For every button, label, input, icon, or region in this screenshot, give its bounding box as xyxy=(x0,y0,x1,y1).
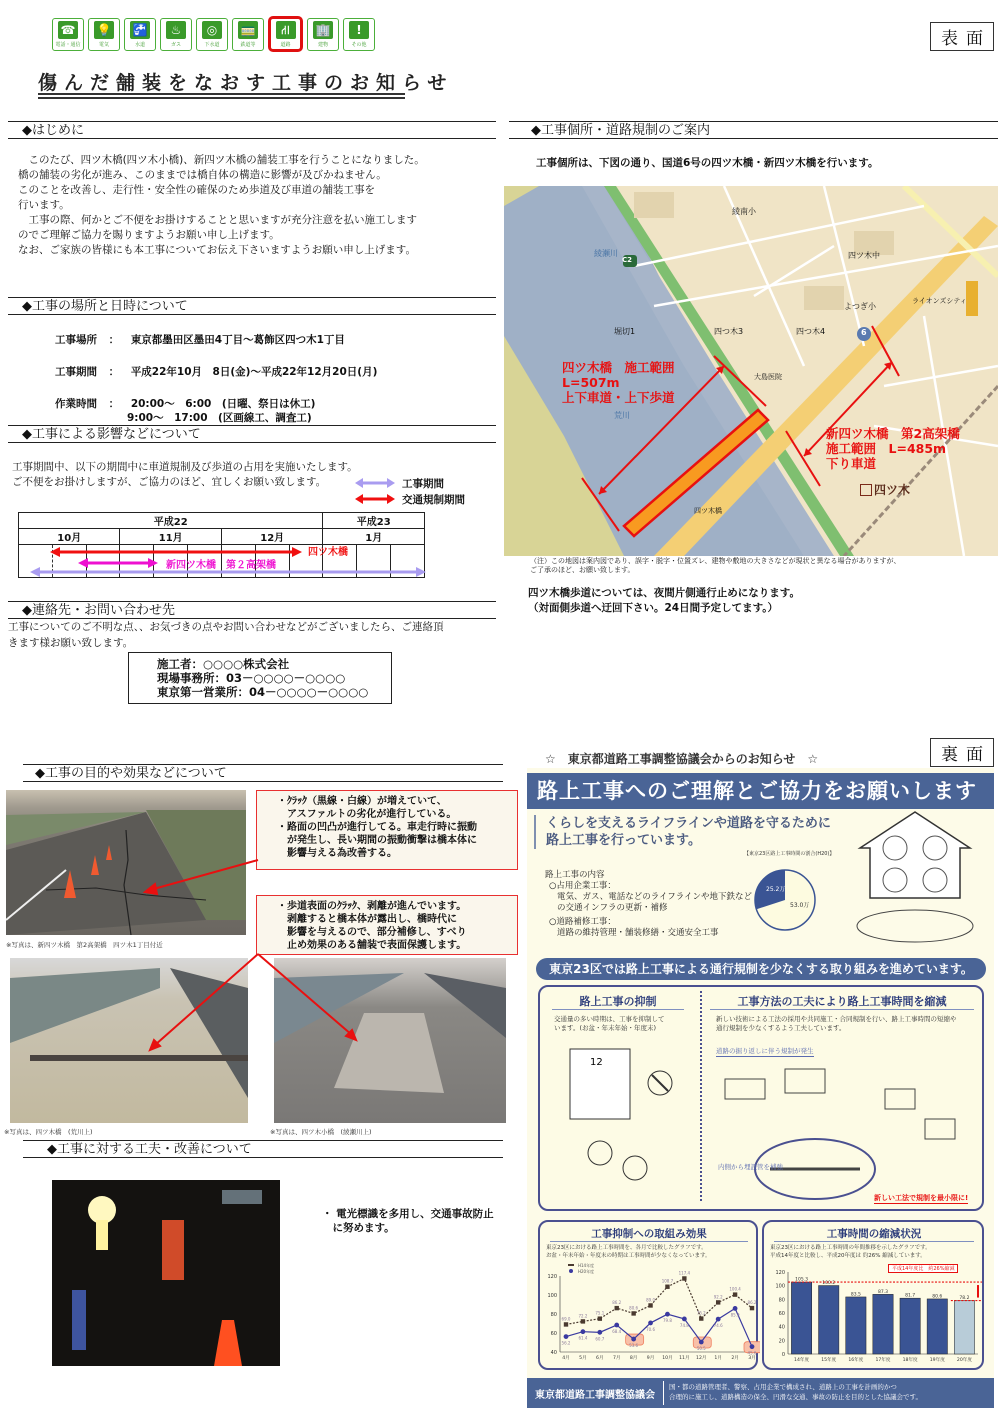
svg-text:60.7: 60.7 xyxy=(595,1336,605,1342)
section-heading-contact: ◆連絡先・お問い合わせ先 xyxy=(8,601,496,619)
svg-text:86.2: 86.2 xyxy=(612,1300,622,1306)
svg-text:80: 80 xyxy=(778,1297,785,1304)
svg-text:45.6: 45.6 xyxy=(747,1350,757,1356)
reduction-chart-desc xyxy=(770,1244,931,1260)
photo-electric-sign xyxy=(52,1180,280,1366)
section-heading-map: ◆工事個所・道路規制のご案内 xyxy=(509,121,998,139)
year-h22: 平成22 xyxy=(19,513,323,529)
svg-text:105.3: 105.3 xyxy=(795,1277,809,1283)
water-icon xyxy=(124,18,156,51)
photo-night-graphic xyxy=(52,1180,280,1366)
occupancy-work-title: ○占用企業工事： xyxy=(549,881,616,891)
effect-desc-1: 東京23区における路上工事時間を、各月で比較したグラフです。 xyxy=(546,1245,707,1251)
station-label: 四ツ木 xyxy=(874,483,911,497)
method-text-2: 通行規制を少なくするよう工夫しています。 xyxy=(716,1024,846,1032)
flyer-subtitle xyxy=(534,815,831,849)
svg-text:60: 60 xyxy=(778,1311,785,1317)
council-description xyxy=(669,1382,922,1402)
svg-text:78.2: 78.2 xyxy=(959,1296,970,1302)
inner-reinforce-label: 内側から埋設管を補強 xyxy=(718,1163,783,1171)
section-heading-improvement: ◆工事に対する工夫・改善について xyxy=(23,1140,503,1158)
council-name: 東京都道路工事調整協議会 xyxy=(535,1390,655,1401)
svg-text:18年度: 18年度 xyxy=(902,1358,918,1363)
area-label-1: 四つ木3 xyxy=(714,327,744,336)
callout-line: が発生し、長い期間の振動衝撃は橋本体に xyxy=(277,835,477,846)
svg-text:7月: 7月 xyxy=(612,1356,621,1361)
other-glyph: ! xyxy=(349,21,369,39)
svg-text:H20年度: H20年度 xyxy=(578,1269,595,1274)
school-label-2: 四ツ木中 xyxy=(848,251,880,260)
svg-text:74.8: 74.8 xyxy=(679,1322,689,1328)
occupancy-work-text-1: 電気、ガス、電話などのライフラインや地下鉄など xyxy=(557,892,752,902)
suppression-title: 路上工事の抑制 xyxy=(552,993,684,1010)
category-label: 水道 xyxy=(134,42,145,48)
period-label: 工事期間 xyxy=(55,366,97,378)
sewer-icon xyxy=(196,18,228,51)
new-method-note: 新しい工法で規制を最小限に! xyxy=(874,1194,969,1202)
pie-chart xyxy=(730,855,840,945)
repair-work-text: 道路の維持管理・舗装修繕・交通安全工事 xyxy=(557,928,719,938)
month-jan: 1月 xyxy=(323,529,425,545)
separator: ： xyxy=(108,366,120,378)
bridge-label: 四ツ木橋 xyxy=(694,507,722,515)
svg-text:100: 100 xyxy=(547,1293,557,1299)
yotsugi-range-title: 四ツ木橋 施工範囲 xyxy=(562,360,675,375)
railway-glyph: 🚃 xyxy=(238,21,258,39)
intro-line: 行います。 xyxy=(18,199,70,211)
improvement-bullet-2: に努めます。 xyxy=(322,1222,395,1234)
svg-text:20年度: 20年度 xyxy=(956,1358,972,1363)
month-dec: 12月 xyxy=(221,529,322,545)
method-text xyxy=(716,1015,957,1033)
intro-line: 工事の際、何かとご不便をお掛けすることと思いますが充分注意を払い施工します xyxy=(18,214,417,226)
svg-text:120: 120 xyxy=(775,1270,785,1276)
category-icon-row xyxy=(52,18,375,52)
suppression-text-1: 交通量の多い時期は、工事を抑制して xyxy=(554,1015,665,1023)
content-title: 路上工事の内容 xyxy=(545,870,605,880)
svg-text:50.5: 50.5 xyxy=(696,1346,706,1352)
school-label-1: 綾南小 xyxy=(732,207,756,216)
category-label: ガス xyxy=(170,42,181,48)
reduction-badge: 平成14年度比 約26%縮減 xyxy=(888,1264,958,1273)
photo-caption-3: ※写真は、四ツ木小橋 (綾瀬川上) xyxy=(270,1128,372,1136)
gas-icon xyxy=(160,18,192,51)
initiative-banner: 東京23区では路上工事による通行規制を少なくする取り組みを進めています。 xyxy=(536,958,986,980)
intro-line: のでご理解ご協力を賜りますようお願い申し上げます。 xyxy=(18,229,280,241)
construction-place xyxy=(55,332,345,347)
work-hours xyxy=(55,396,315,411)
svg-text:60: 60 xyxy=(550,1331,557,1337)
telephone-glyph: ☎ xyxy=(58,21,78,39)
pie-value-repair: 25.2万 xyxy=(766,886,786,893)
reduction-desc-1: 東京23区における路上工事時間の年間推移を示したグラフです。 xyxy=(770,1245,931,1251)
map-intro: 工事個所は、下図の通り、国道6号の四ツ木橋・新四ツ木橋を行います。 xyxy=(536,157,879,169)
shin-scope: 下り車道 xyxy=(826,456,877,471)
initiative-box xyxy=(538,985,984,1211)
electricity-icon xyxy=(88,18,120,51)
svg-text:70.6: 70.6 xyxy=(646,1326,655,1332)
svg-text:3月: 3月 xyxy=(748,1356,756,1361)
svg-text:100: 100 xyxy=(775,1283,785,1290)
callout-line: ・歩道表面のｸﾗｯｸ、剥離が進んでいます。 xyxy=(277,901,467,912)
monthly-line-chart xyxy=(540,1262,760,1370)
svg-text:6月: 6月 xyxy=(596,1356,604,1361)
svg-text:8月: 8月 xyxy=(629,1356,638,1361)
effect-chart-panel xyxy=(538,1220,758,1370)
svg-text:85.9: 85.9 xyxy=(730,1312,740,1318)
arakawa-label: 荒川 xyxy=(614,411,630,420)
intro-line: このたび、四ツ木橋(四ツ木小橋)、新四ツ木橋の舗装工事を行うことになりました。 xyxy=(18,154,425,166)
svg-text:108.7: 108.7 xyxy=(661,1278,674,1284)
legend-traffic-period xyxy=(355,494,395,507)
method-subtitle: 道路の掘り返しに伴う規制が発生 xyxy=(716,1047,814,1055)
svg-text:61.4: 61.4 xyxy=(578,1335,588,1341)
section-heading-schedule: ◆工事の場所と日時について xyxy=(8,297,496,315)
route-map xyxy=(504,186,998,556)
separator: ： xyxy=(108,398,120,410)
suppression-text-2: います。(お盆・年末年始・年度末) xyxy=(554,1024,657,1032)
shin-range-title: 新四ツ木橋 第2高架橋 xyxy=(826,426,960,441)
legend-work-period xyxy=(355,478,395,491)
yotsugi-station xyxy=(860,481,910,498)
impact-line-2: ご不便をお掛けしますが、ご協力のほど、宜しくお願い致します。 xyxy=(12,476,327,488)
building-icon xyxy=(307,18,339,51)
electricity-glyph: 💡 xyxy=(94,21,114,39)
svg-text:12月: 12月 xyxy=(696,1356,707,1361)
section-heading-impact: ◆工事による影響などについて xyxy=(8,425,496,443)
intro-line: このことを改善し、走行性・安全性の確保のため歩道及び車道の舗装工事を xyxy=(18,184,375,196)
svg-text:87.3: 87.3 xyxy=(877,1289,889,1295)
svg-text:40: 40 xyxy=(550,1350,557,1356)
back-side-tag: 裏面 xyxy=(930,738,994,767)
map-note-line-1: （注）この地図は案内図であり、誤字・脱字・位置ズレ、建物や敷地の大きさなどが現状と異なる場合がありますが、 xyxy=(530,557,901,565)
intro-line: なお、ご家族の皆様にも本工事についてお伝え下さいますようお願い申し上げます。 xyxy=(18,244,416,256)
building-glyph: 🏢 xyxy=(313,21,333,39)
effect-chart-title: 工事抑制への取組み効果 xyxy=(550,1226,748,1242)
site-office-phone: 現場事務所：03－○○○○－○○○○ xyxy=(157,671,346,685)
month-nov: 11月 xyxy=(120,529,221,545)
period-value: 平成22年10月 8日(金)～平成22年12月20日(月) xyxy=(130,366,378,378)
intro-line: 橋の舗装の劣化が進み、このままでは橋自体の構造に影響が及びかねません。 xyxy=(18,169,387,181)
suppression-text xyxy=(554,1015,665,1033)
svg-text:74.6: 74.6 xyxy=(713,1323,723,1329)
callout-arrows xyxy=(0,780,520,1120)
yotsugi-range-label xyxy=(562,360,675,405)
branch-office-phone: 東京第一営業所：04－○○○○－○○○○ xyxy=(157,685,369,699)
category-label: 下水道 xyxy=(204,42,220,48)
lions-city-label: ライオンズシティ xyxy=(912,297,967,305)
railway-icon xyxy=(232,18,264,51)
divider xyxy=(700,991,702,1201)
yotsugi-scope: 上下車道・上下歩道 xyxy=(562,390,675,405)
flyer-subtitle-line-2: 路上工事を行っています。 xyxy=(546,833,701,848)
route-c2-label: C2 xyxy=(622,256,633,264)
svg-text:4月: 4月 xyxy=(562,1356,570,1361)
repair-work-title: ○道路補修工事： xyxy=(549,917,616,927)
svg-text:92.2: 92.2 xyxy=(713,1294,723,1300)
construction-illustration xyxy=(715,1059,975,1204)
category-label: 電話・通信 xyxy=(55,42,81,48)
svg-text:80: 80 xyxy=(550,1312,557,1318)
svg-text:100.2: 100.2 xyxy=(822,1281,836,1287)
callout-line: ・ｸﾗｯｸ（黒線・白線）が増えていて、 xyxy=(277,796,447,807)
council-desc-2: 合理的に施工し、道路構造の保全、円滑な交通、事故の防止を目的とした協議会です。 xyxy=(669,1393,922,1401)
intro-text xyxy=(18,153,498,258)
hours-label: 作業時間 xyxy=(55,398,97,410)
timeline-label-yotsugi: 四ツ木橋 xyxy=(308,547,348,558)
contact-line-1: 工事についてのご不明な点、、お気づきの点やお問い合わせなどがございましたら、ご連絡頂 xyxy=(8,621,444,633)
annual-bar-chart xyxy=(764,1262,986,1370)
callout-line: ・路面の凹凸が進行してる。車走行時に振動 xyxy=(277,822,477,833)
svg-text:80.6: 80.6 xyxy=(932,1294,943,1300)
contact-line-2: きます様お願い致します。 xyxy=(8,637,134,649)
station-icon xyxy=(860,484,872,496)
svg-text:40: 40 xyxy=(778,1324,785,1331)
water-glyph: 🚰 xyxy=(130,21,150,39)
section-heading-intro: ◆はじめに xyxy=(8,121,496,139)
photo-caption-2: ※写真は、四ツ木橋 (荒川上) xyxy=(4,1128,93,1136)
hospital-label: 大島医院 xyxy=(754,373,782,381)
area-label-3: 堀切1 xyxy=(614,327,636,336)
category-label: その他 xyxy=(351,42,367,48)
svg-text:1月: 1月 xyxy=(714,1356,722,1361)
svg-text:81.7: 81.7 xyxy=(905,1293,916,1299)
ayase-river-label: 綾瀬川 xyxy=(594,249,618,258)
svg-text:14年度: 14年度 xyxy=(794,1358,810,1363)
svg-text:16年度: 16年度 xyxy=(848,1358,864,1363)
callout-line: 影響与える為改善する。 xyxy=(277,848,397,859)
reduction-chart-title: 工事時間の縮減状況 xyxy=(774,1226,974,1242)
svg-text:75.2: 75.2 xyxy=(696,1310,706,1316)
effect-chart-desc xyxy=(546,1244,711,1260)
svg-text:72.2: 72.2 xyxy=(578,1313,588,1319)
area-label-2: 四つ木4 xyxy=(796,327,826,336)
svg-text:69.0: 69.0 xyxy=(561,1316,571,1322)
footer-divider xyxy=(663,1381,664,1405)
other-icon xyxy=(343,18,375,51)
callout-line: 止め効果のある舗装で表面保護します。 xyxy=(277,940,467,951)
calendar-illustration xyxy=(560,1043,690,1193)
callout-line: 影響を与えるので、部分補修し、すべり xyxy=(277,927,467,938)
method-text-1: 新しい技術による工法の採用や共同施工・合同規制を行い、路上工事時間の短縮や xyxy=(716,1015,957,1023)
svg-text:100.4: 100.4 xyxy=(729,1286,741,1292)
svg-text:15年度: 15年度 xyxy=(821,1358,837,1363)
hours-value-night: 20:00～ 6:00 (日曜、祭日は休工) xyxy=(130,398,316,410)
council-notice: ☆ 東京都道路工事調整協議会からのお知らせ ☆ xyxy=(545,752,819,766)
flyer-banner: 路上工事へのご理解とご協力をお願いします xyxy=(527,773,994,809)
svg-text:2月: 2月 xyxy=(731,1356,739,1361)
svg-text:86.2: 86.2 xyxy=(747,1300,757,1306)
category-label: 道路 xyxy=(280,42,291,48)
flyer-subtitle-line-1: くらしを支えるライフラインや道路を守るために xyxy=(546,816,831,831)
occupancy-work-text-2: の交通インフラの更新・補修 xyxy=(557,903,668,913)
map-note-line-2: ご了承のほど、お願い致します。 xyxy=(530,566,635,574)
svg-text:120: 120 xyxy=(547,1274,557,1280)
svg-text:83.5: 83.5 xyxy=(850,1292,861,1298)
legend-work-label: 工事期間 xyxy=(402,478,444,490)
svg-text:17年度: 17年度 xyxy=(875,1358,891,1363)
timeline-label-shin: 新四ツ木橋 第２高架橋 xyxy=(166,560,276,571)
svg-text:75.1: 75.1 xyxy=(595,1310,605,1316)
place-label: 工事場所 xyxy=(55,334,97,346)
reduction-chart-panel xyxy=(762,1220,984,1370)
double-arrow-icon xyxy=(355,478,395,488)
contractor: 施工者：○○○○株式会社 xyxy=(157,657,290,671)
separator: ： xyxy=(108,334,120,346)
map-note xyxy=(530,557,900,575)
road-icon xyxy=(268,16,303,52)
shin-yotsugi-arrow xyxy=(78,558,158,568)
svg-text:10月: 10月 xyxy=(662,1356,673,1361)
lifeline-illustration xyxy=(850,808,980,948)
yotsugi-length: L=507m xyxy=(562,375,620,390)
improvement-bullet-1: ・ 電光標識を多用し、交通事故防止 xyxy=(322,1208,494,1220)
svg-text:117.4: 117.4 xyxy=(678,1270,691,1276)
route-6-label: 6 xyxy=(861,328,867,337)
telephone-icon xyxy=(52,18,84,51)
road-work-content xyxy=(545,870,752,939)
svg-text:20: 20 xyxy=(778,1338,785,1345)
place-value: 東京都墨田区墨田4丁目～葛飾区四つ木1丁目 xyxy=(130,334,345,346)
method-title: 工事方法の工夫により路上工事時間を縮減 xyxy=(710,993,974,1010)
reduction-desc-2: 平成14年度と比較し、平成20年度は 約26% 縮減しています。 xyxy=(770,1253,926,1259)
pie-value-occupancy: 53.0万 xyxy=(790,902,810,909)
svg-text:53.6: 53.6 xyxy=(629,1343,639,1349)
hours-value-day: 9:00～ 17:00 (区画線工、調査工) xyxy=(127,412,312,424)
category-label: 鉄道等 xyxy=(240,42,256,48)
svg-text:19年度: 19年度 xyxy=(929,1358,945,1363)
impact-line-1: 工事期間中、以下の期間中に車道規制及び歩道の占用を実施いたします。 xyxy=(12,461,358,473)
gas-glyph: ♨ xyxy=(166,21,186,39)
callout-line: アスファルトの劣化が進行している。 xyxy=(277,809,457,820)
section-heading-purpose: ◆工事の目的や効果などについて xyxy=(23,764,503,782)
svg-text:89.0: 89.0 xyxy=(646,1297,655,1303)
svg-text:79.8: 79.8 xyxy=(663,1318,672,1324)
sidewalk-notice-1: 四ツ木橋歩道については、夜間片側通行止めになります。 xyxy=(528,587,800,599)
svg-text:0: 0 xyxy=(781,1352,785,1358)
sidewalk-notice-2: （対面側歩道へ迂回下さい。24日間予定してます。） xyxy=(528,602,779,614)
page-title: 傷んだ舗装をなおす工事のお知らせ xyxy=(38,72,454,94)
svg-text:5月: 5月 xyxy=(579,1356,587,1361)
sewer-glyph: ◎ xyxy=(202,21,222,39)
svg-text:56.2: 56.2 xyxy=(561,1340,571,1346)
pie-title: 【東京23区路上工事時間の割合(H20)】 xyxy=(744,851,835,857)
effect-desc-2: お盆・年末年始・年度末の時期は工事時間が少なくなっています。 xyxy=(546,1253,711,1259)
school-label-3: よつぎ小 xyxy=(844,302,876,311)
title-underline xyxy=(38,93,405,99)
svg-text:9月: 9月 xyxy=(646,1356,655,1361)
council-footer xyxy=(527,1378,994,1408)
svg-text:11月: 11月 xyxy=(679,1356,690,1361)
shin-length: 施工範囲 L=485m xyxy=(826,441,947,456)
callout-line: 剥離すると橋本体が露出し、橋時代に xyxy=(277,914,457,925)
svg-text:12: 12 xyxy=(590,1057,603,1068)
svg-text:80.6: 80.6 xyxy=(629,1305,639,1311)
shin-yotsugi-range-label xyxy=(826,426,960,471)
photo-caption-1: ※写真は、新四ツ木橋 第2高架橋 四ツ木1丁目付近 xyxy=(6,941,163,949)
year-h23: 平成23 xyxy=(323,513,425,529)
category-label: 電気 xyxy=(98,42,109,48)
road-glyph: ⛙ xyxy=(276,21,296,39)
schedule-timeline xyxy=(18,512,425,578)
svg-text:H14年度: H14年度 xyxy=(578,1263,595,1268)
double-arrow-icon xyxy=(355,494,395,504)
contact-box xyxy=(128,652,392,704)
category-label: 建物 xyxy=(317,42,328,48)
month-oct: 10月 xyxy=(19,529,120,545)
front-side-tag: 表面 xyxy=(930,22,994,51)
council-desc-1: 国・都の道路管理者、警察、占用企業で構成され、道路上の工事を計画的かつ xyxy=(669,1383,897,1391)
construction-period xyxy=(55,364,377,379)
svg-text:68.4: 68.4 xyxy=(612,1329,622,1335)
legend-traffic-label: 交通規制期間 xyxy=(402,494,465,506)
